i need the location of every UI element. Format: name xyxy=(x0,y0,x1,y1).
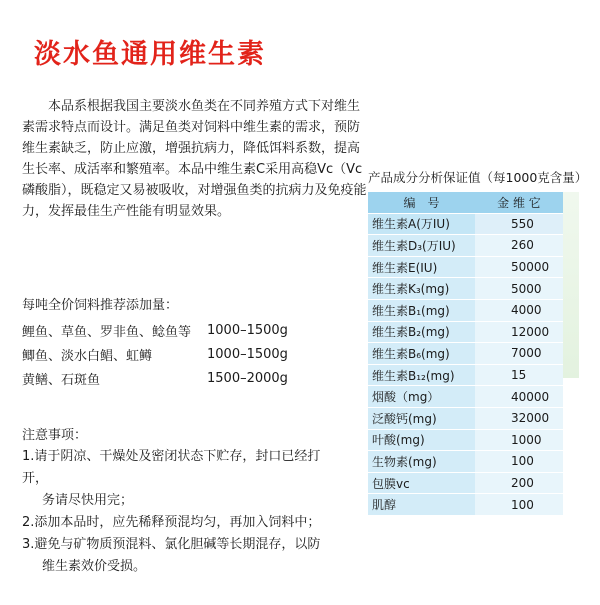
ingredient-name: 生物素(mg) xyxy=(368,451,475,473)
ingredient-name: 肌醇 xyxy=(368,494,475,516)
table-row xyxy=(368,256,563,278)
ingredient-value: 40000 xyxy=(475,386,563,408)
note-item xyxy=(22,446,342,512)
analysis-table xyxy=(368,192,563,516)
ingredient-value: 260 xyxy=(475,235,563,257)
ingredient-name: 维生素K₃(mg) xyxy=(368,278,475,300)
analysis-header-row xyxy=(368,192,563,213)
dosage-fish: 黄鳝、石斑鱼 xyxy=(22,372,101,388)
ingredient-name: 叶酸(mg) xyxy=(368,429,475,451)
ingredient-value: 4000 xyxy=(475,299,563,321)
ingredient-value: 5000 xyxy=(475,278,563,300)
table-row xyxy=(368,299,563,321)
ingredient-value: 7000 xyxy=(475,343,563,365)
ingredient-name: 包膜vc xyxy=(368,472,475,494)
analysis-heading: 产品成分分析保证值（每1000克含量） xyxy=(368,170,588,185)
table-row xyxy=(368,472,563,494)
ingredient-name: 维生素B₁₂(mg) xyxy=(368,364,475,386)
ingredient-name: 维生素A(万IU) xyxy=(368,213,475,235)
ingredient-value: 100 xyxy=(475,494,563,516)
dosage-heading: 每吨全价饲料推荐添加量： xyxy=(22,298,179,313)
table-row xyxy=(368,235,563,257)
ingredient-name: 维生素B₁(mg) xyxy=(368,299,475,321)
ingredient-name: 烟酸（mg） xyxy=(368,386,475,408)
note-text: 3.避免与矿物质预混料、氯化胆碱等长期混存，以防 xyxy=(22,537,321,552)
page-title: 淡水鱼通用维生素 xyxy=(34,39,266,70)
dosage-amount: 1000–1500g xyxy=(207,346,288,362)
ingredient-value: 100 xyxy=(475,451,563,473)
table-row xyxy=(368,343,563,365)
table-row xyxy=(368,451,563,473)
dosage-row xyxy=(22,366,322,390)
note-text: 1.请于阴凉、干燥处及密闭状态下贮存，封口已经打开， xyxy=(22,449,321,486)
ingredient-value: 32000 xyxy=(475,407,563,429)
intro-paragraph: 本品系根据我国主要淡水鱼类在不同养殖方式下对维生素需求特点而设计。满足鱼类对饲料中维生素的需求，预防维生素缺乏，防止应激，增强抗病力，降低饵料系数，提高生长率、成活率和繁殖率。本品中维生素C采用高稳Vc（Vc磷酸脂），既稳定又易被吸收，对增强鱼类的抗病力及免疫能力，发挥最佳生产性能有明显效果。 xyxy=(22,99,367,219)
dosage-row xyxy=(22,318,322,342)
ingredient-value: 200 xyxy=(475,472,563,494)
dosage-row xyxy=(22,342,322,366)
ingredient-value: 12000 xyxy=(475,321,563,343)
table-row xyxy=(368,386,563,408)
note-continuation: 务请尽快用完； xyxy=(42,493,134,508)
table-row xyxy=(368,213,563,235)
ingredient-value: 15 xyxy=(475,364,563,386)
ingredient-value: 50000 xyxy=(475,256,563,278)
col-code-header: 编 号 xyxy=(368,192,475,213)
dosage-amount: 1000–1500g xyxy=(207,322,288,338)
ingredient-name: 维生素E(IU) xyxy=(368,256,475,278)
table-row xyxy=(368,407,563,429)
col-value-header: 金 维 它 xyxy=(475,192,563,213)
ingredient-name: 维生素B₆(mg) xyxy=(368,343,475,365)
ingredient-name: 维生素D₃(万IU) xyxy=(368,235,475,257)
table-row xyxy=(368,321,563,343)
table-row xyxy=(368,494,563,516)
ingredient-name: 泛酸钙(mg) xyxy=(368,407,475,429)
ingredient-name: 维生素B₂(mg) xyxy=(368,321,475,343)
notes-list xyxy=(22,446,342,578)
note-item xyxy=(22,534,342,578)
table-row xyxy=(368,429,563,451)
dosage-amount: 1500–2000g xyxy=(207,370,288,386)
note-continuation: 维生素效价受损。 xyxy=(42,559,147,574)
note-item xyxy=(22,512,342,534)
side-decoration xyxy=(563,192,579,378)
dosage-fish: 鲫鱼、淡水白鲳、虹鳟 xyxy=(22,348,153,364)
dosage-fish: 鲤鱼、草鱼、罗非鱼、鲶鱼等 xyxy=(22,324,192,340)
table-row xyxy=(368,278,563,300)
table-row xyxy=(368,364,563,386)
note-text: 2.添加本品时，应先稀释预混均匀，再加入饲料中； xyxy=(22,515,321,530)
ingredient-value: 550 xyxy=(475,213,563,235)
notes-heading: 注意事项： xyxy=(22,428,88,443)
ingredient-value: 1000 xyxy=(475,429,563,451)
dosage-table xyxy=(22,318,322,390)
